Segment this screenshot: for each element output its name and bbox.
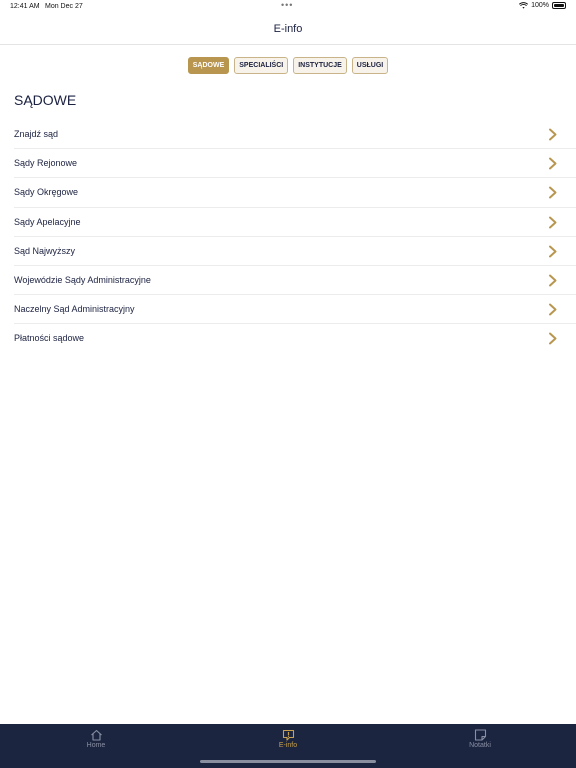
segment-instytucje[interactable]: INSTYTUCJE — [293, 57, 347, 74]
battery-icon — [552, 2, 566, 9]
tab-notatki-label: Notatki — [469, 742, 491, 749]
wifi-icon — [519, 2, 528, 9]
list-item[interactable] — [14, 149, 576, 178]
tab-notatki[interactable] — [430, 729, 530, 749]
chevron-right-icon — [548, 274, 558, 287]
chevron-right-icon — [548, 332, 558, 345]
list-item[interactable] — [14, 295, 576, 324]
tab-einfo[interactable] — [238, 729, 338, 749]
list-item-label: Wojewódzie Sądy Administracyjne — [14, 274, 151, 285]
list-item[interactable] — [14, 324, 576, 353]
list-item-label: Sądy Rejonowe — [14, 158, 78, 169]
list-item-label: Naczelny Sąd Administracyjny — [14, 304, 135, 315]
list-item[interactable] — [14, 208, 576, 237]
chevron-right-icon — [548, 303, 558, 316]
tab-einfo-label: E-info — [278, 742, 298, 749]
list-item-label: Płatności sądowe — [14, 333, 85, 344]
tab-home[interactable] — [46, 729, 146, 749]
tab-home-label: Home — [86, 742, 106, 749]
list-item[interactable] — [14, 120, 576, 149]
chevron-right-icon — [548, 157, 558, 170]
status-bar — [0, 0, 576, 14]
category-segments — [0, 57, 576, 74]
segment-specjalisci[interactable]: SPECIALIŚCI — [234, 57, 288, 74]
status-date: Mon Dec 27 — [45, 3, 83, 10]
court-list — [0, 120, 576, 354]
info-icon — [282, 729, 295, 741]
list-item-label: Sądy Apelacyjne — [14, 216, 81, 227]
page-title: E-info — [273, 23, 303, 35]
chevron-right-icon — [548, 245, 558, 258]
chevron-right-icon — [548, 128, 558, 141]
home-indicator[interactable] — [200, 760, 376, 763]
list-item[interactable] — [14, 266, 576, 295]
chevron-right-icon — [548, 186, 558, 199]
status-time: 12:41 AM — [10, 3, 40, 10]
home-icon — [90, 729, 103, 741]
list-item[interactable] — [14, 237, 576, 266]
list-item-label: Sąd Najwyższy — [14, 245, 76, 256]
multitasking-dots-icon[interactable]: ••• — [281, 0, 294, 10]
segment-sadowe[interactable]: SĄDOWE — [188, 57, 230, 74]
battery-percent: 100% — [531, 2, 549, 9]
list-item-label: Znajdź sąd — [14, 129, 59, 139]
segment-uslugi[interactable]: USŁUGI — [352, 57, 388, 74]
list-item[interactable] — [14, 178, 576, 207]
status-right — [519, 2, 566, 9]
navigation-bar — [0, 14, 576, 45]
chevron-right-icon — [548, 216, 558, 229]
list-item-label: Sądy Okręgowe — [14, 187, 79, 198]
section-title: SĄDOWE — [14, 92, 77, 108]
note-icon — [474, 729, 487, 741]
